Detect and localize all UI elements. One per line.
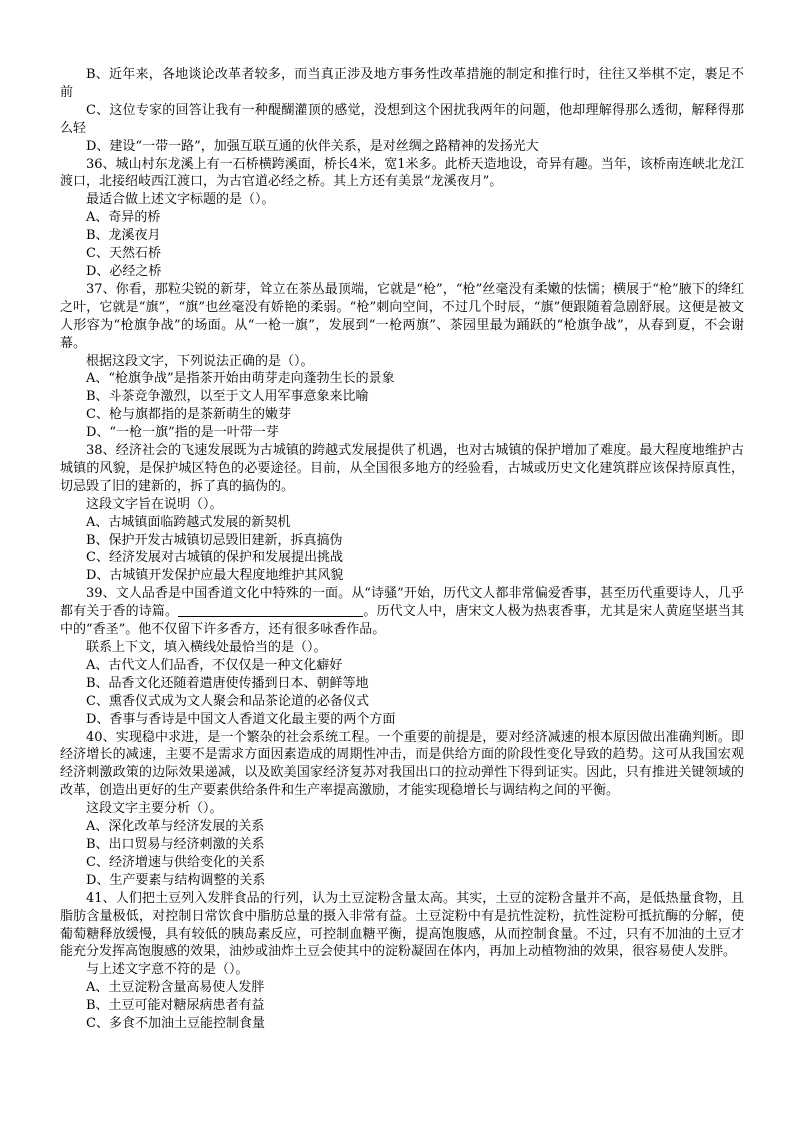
q36-passage: 36、城山村东龙溪上有一石桥横跨溪面，桥长4米，宽1米多。此桥天造地设，奇异有趣。当年，该桥南连峡北龙江渡口，北接绍岐西江渡口，为古官道必经之桥。其上方还有美景“龙溪夜月”。 — [60, 156, 744, 190]
option-b-prev: B、近年来，各地谈论改革者较多，而当真正涉及地方事务性改革措施的制定和推行时，往往又举棋不定，裹足不前 — [60, 67, 744, 100]
q36-prompt: 最适合做上述文字标题的是（）。 — [86, 192, 275, 208]
q39-option-b: B、品香文化还随着遣唐使传播到日本、朝鲜等地 — [86, 675, 369, 691]
q36-option-b: B、龙溪夜月 — [86, 228, 161, 244]
q40-option-a: A、深化改革与经济发展的关系 — [86, 819, 265, 835]
q37-passage: 37、你看，那粒尖锐的新芽，耸立在茶丛最顶端，它就是“枪”，“枪”丝毫没有柔嫩的怯懦；横展于“枪”腋下的绛红之叶，它就是“旗”，“旗”也丝毫没有娇艳的柔弱。“枪”刺向空间，不过几个时辰，“旗”便跟随着急剧舒展。这便是被文人形容为“枪旗争战”的场面。从“一枪一旗”，发展到“一枪两旗”、茶园里最为踊跃的“枪旗争战”，从春到夏，不会谢幕。 — [60, 281, 744, 351]
q41-option-a: A、土豆淀粉含量高易使人发胖 — [86, 980, 265, 996]
question-37 — [60, 281, 744, 442]
q38-option-a: A、古城镇面临跨越式发展的新契机 — [86, 514, 291, 530]
q41-option-b: B、土豆可能对糖尿病患者有益 — [86, 998, 265, 1014]
q36-option-a: A、奇异的桥 — [86, 210, 161, 226]
option-d-prev: D、建设“一带一路”，加强互联互通的伙伴关系，是对丝绸之路精神的发扬光大 — [86, 138, 539, 154]
fill-blank-line — [178, 603, 363, 617]
q41-option-c: C、多食不加油土豆能控制食量 — [86, 1016, 265, 1032]
question-40 — [60, 729, 744, 890]
q37-option-d: D、“一枪一旗”指的是一叶带一芽 — [86, 425, 279, 441]
q38-option-d: D、古城镇开发保护应最大程度地维护其风貌 — [86, 568, 344, 584]
q38-passage: 38、经济社会的飞速发展既为古城镇的跨越式发展提供了机遇，也对古城镇的保护增加了难度。最大程度地维护古城镇的风貌，是保护城区特色的必要途径。目前，从全国很多地方的经验看，古城或历史文化建筑群应该保持原真性，切忌毁了旧的建新的，拆了真的搞伪的。 — [60, 443, 744, 494]
q37-option-b: B、斗茶竞争激烈，以至于文人用军事意象来比喻 — [86, 389, 369, 405]
question-41 — [60, 890, 744, 1033]
q38-prompt: 这段文字旨在说明（）。 — [86, 496, 223, 512]
q40-option-c: C、经济增速与供给变化的关系 — [86, 854, 265, 870]
q39-prompt: 联系上下文，填入横线处最恰当的是（）。 — [86, 640, 327, 655]
q37-prompt: 根据这段文字，下列说法正确的是（）。 — [86, 353, 314, 369]
option-c-prev: C、这位专家的回答让我有一种醍醐灌顶的感觉，没想到这个困扰我两年的问题，他却理解得那么透彻，解释得那么轻 — [60, 102, 744, 136]
q40-prompt: 这段文字主要分析（）。 — [86, 801, 223, 817]
question-39 — [60, 585, 744, 728]
q41-passage: 41、人们把土豆列入发胖食品的行列，认为土豆淀粉含量太高。其实，土豆的淀粉含量并不高，是低热量食物，且脂肪含量极低，对控制日常饮食中脂肪总量的摄入非常有益。土豆淀粉中有是抗性淀粉，抗性淀粉可抵抗酶的分解，使葡萄糖释放缓慢，具有较低的胰岛素反应，可控制血糖平衡，提高饱腹感，从而控制食量。不过，只有不加油的土豆才能充分发挥高饱腹感的效果，油炒或油炸土豆会使其中的淀粉凝固在体内，再加上动植物油的效果，很容易使人发胖。 — [60, 890, 744, 960]
q36-option-d: D、必经之桥 — [86, 263, 162, 279]
q40-option-b: B、出口贸易与经济刺激的关系 — [86, 836, 265, 852]
q38-option-b: B、保护开发古城镇切忌毁旧建新，拆真搞伪 — [86, 532, 343, 548]
question-36 — [60, 156, 744, 281]
q39-passage — [60, 585, 744, 639]
q37-option-c: C、枪与旗都指的是茶新萌生的嫩芽 — [86, 407, 291, 423]
question-38 — [60, 442, 744, 585]
q40-option-d: D、生产要素与结构调整的关系 — [86, 872, 266, 888]
document-page — [60, 66, 744, 1033]
q41-prompt: 与上述文字意不符的是（）。 — [86, 962, 249, 978]
q39-passage-a: 39、文人品香是中国香道文化中特殊的一面。从“诗骚”开始，历代文人都非常偏爱香事，甚至历代重要诗人，几乎都有关于香的诗篇。 — [60, 586, 744, 620]
q36-option-c: C、天然石桥 — [86, 246, 161, 262]
q39-passage-b: 。历代文人中，唐宋文人极为热衷香事，尤其是宋人黄庭坚堪当其中的“香圣”。他不仅留下许多香方，还有很多咏香作品。 — [60, 604, 744, 638]
q37-option-a: A、“枪旗争战”是指茶开始由萌芽走向蓬勃生长的景象 — [86, 371, 395, 387]
q39-option-d: D、香事与香诗是中国文人香道文化最主要的两个方面 — [86, 711, 396, 727]
q38-option-c: C、经济发展对古城镇的保护和发展提出挑战 — [86, 550, 343, 566]
q40-passage: 40、实现稳中求进，是一个繁杂的社会系统工程。一个重要的前提是，要对经济减速的根本原因做出准确判断。即经济增长的减速，主要不是需求方面因素造成的周期性冲击，而是供给方面的阶段性变化导致的趋势。这可从我国宏观经济刺激政策的边际效果递减，以及欧美国家经济复苏对我国出口的拉动弹性下得到证实。因此，只有推进关键领域的改革，创造出更好的生产要素供给条件和生产率提高激励，才能实现稳增长与调结构之间的平衡。 — [60, 729, 744, 799]
q39-option-a: A、古代文人们品香，不仅仅是一种文化癖好 — [86, 657, 343, 673]
q39-option-c: C、熏香仪式成为文人聚会和品茶论道的必备仪式 — [86, 693, 369, 709]
